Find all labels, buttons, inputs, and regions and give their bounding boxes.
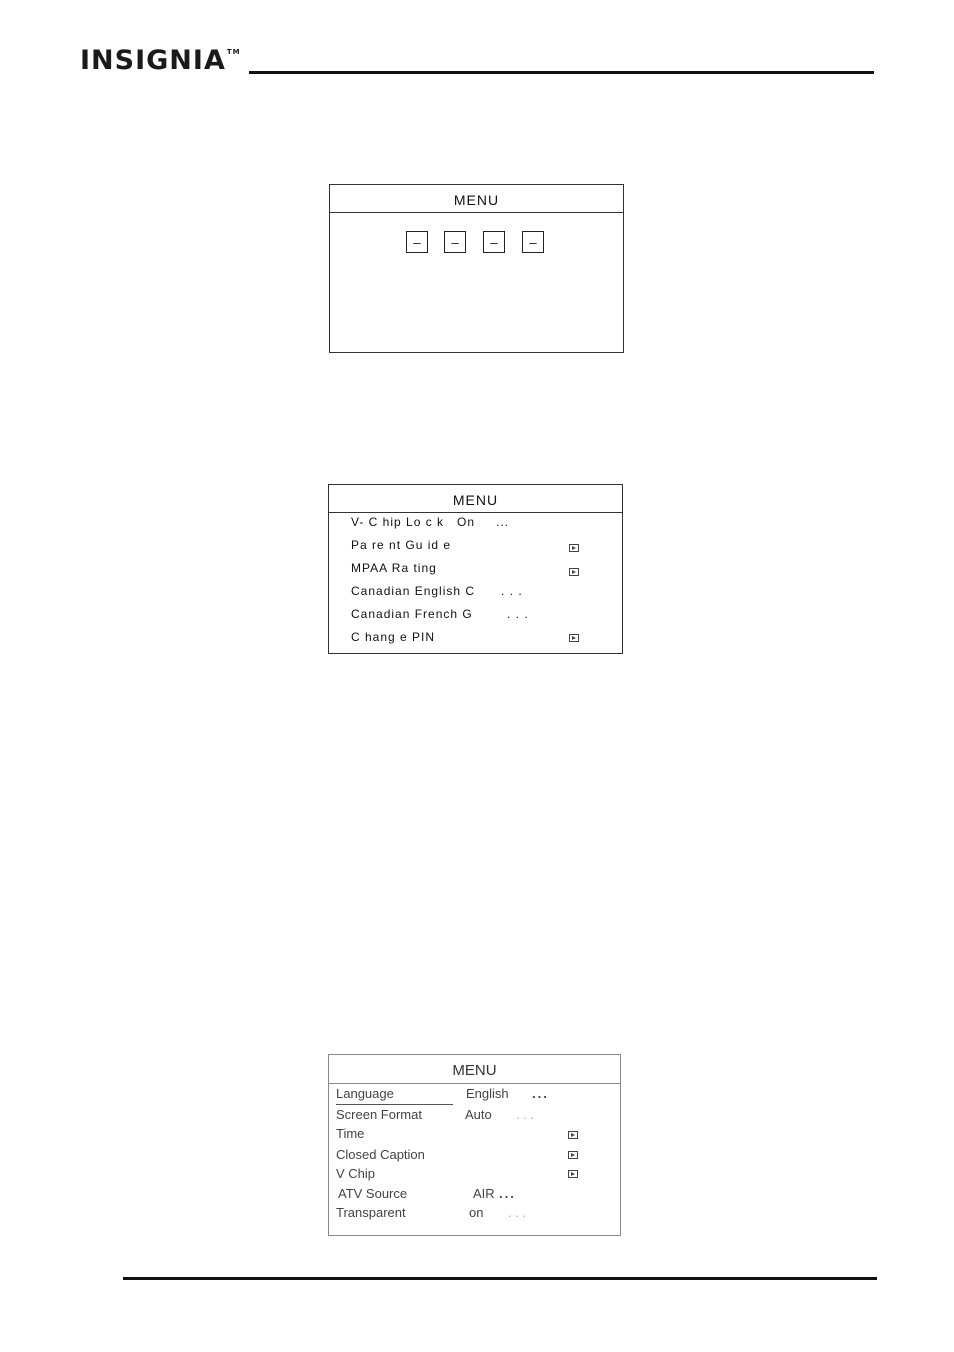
menu-item-label: Screen Format bbox=[336, 1107, 422, 1122]
more-options-indicator: . . . bbox=[516, 1107, 535, 1122]
more-options-indicator: ... bbox=[499, 1186, 516, 1201]
submenu-arrow-icon bbox=[569, 634, 579, 642]
menu-item-label: Pa re nt Gu id e bbox=[351, 538, 452, 552]
submenu-arrow-icon bbox=[569, 568, 579, 576]
menu-item-label: C hang e PIN bbox=[351, 630, 436, 644]
submenu-arrow-icon bbox=[568, 1151, 578, 1159]
menu-title: MENU bbox=[329, 1055, 620, 1084]
insignia-logo bbox=[80, 45, 241, 76]
main-menu bbox=[328, 1054, 621, 1236]
menu-title: MENU bbox=[330, 185, 623, 213]
more-options-indicator: . . . bbox=[507, 607, 529, 621]
selection-underline bbox=[336, 1104, 453, 1105]
brand-name: INSIGNIA bbox=[80, 45, 226, 76]
menu-item-value: AIR bbox=[473, 1186, 495, 1201]
more-options-indicator: ... bbox=[532, 1086, 549, 1101]
menu-item-label: Language bbox=[336, 1086, 394, 1101]
pin-entry-menu bbox=[329, 184, 624, 353]
menu-item-label: Time bbox=[336, 1126, 365, 1141]
header-rule bbox=[249, 71, 874, 74]
menu-item-label: Canadian English C bbox=[351, 584, 476, 598]
menu-item-label: Transparent bbox=[336, 1205, 406, 1220]
menu-item-label: Canadian French G bbox=[351, 607, 473, 621]
footer-rule bbox=[123, 1277, 877, 1280]
menu-item-label: V- C hip Lo c k bbox=[351, 515, 445, 529]
submenu-arrow-icon bbox=[569, 544, 579, 552]
more-options-indicator: . . . bbox=[501, 584, 523, 598]
menu-item-value: on bbox=[469, 1205, 484, 1220]
menu-item-label: V Chip bbox=[336, 1166, 376, 1181]
more-options-indicator: . . . bbox=[508, 1205, 527, 1220]
menu-item-label: ATV Source bbox=[338, 1186, 408, 1201]
submenu-arrow-icon bbox=[568, 1131, 578, 1139]
pin-digit-4[interactable]: – bbox=[522, 231, 544, 253]
menu-item-label: Closed Caption bbox=[336, 1147, 425, 1162]
pin-digit-1[interactable]: – bbox=[406, 231, 428, 253]
menu-item-value: On bbox=[457, 515, 476, 529]
more-options-indicator: ... bbox=[496, 515, 510, 529]
menu-item-value: English bbox=[466, 1086, 509, 1101]
submenu-arrow-icon bbox=[568, 1170, 578, 1178]
pin-digit-3[interactable]: – bbox=[483, 231, 505, 253]
pin-digit-2[interactable]: – bbox=[444, 231, 466, 253]
trademark-mark: TM bbox=[226, 48, 241, 56]
vchip-menu bbox=[328, 484, 623, 654]
menu-title: MENU bbox=[329, 485, 622, 513]
menu-item-value: Auto bbox=[465, 1107, 492, 1122]
menu-item-label: MPAA Ra ting bbox=[351, 561, 437, 575]
